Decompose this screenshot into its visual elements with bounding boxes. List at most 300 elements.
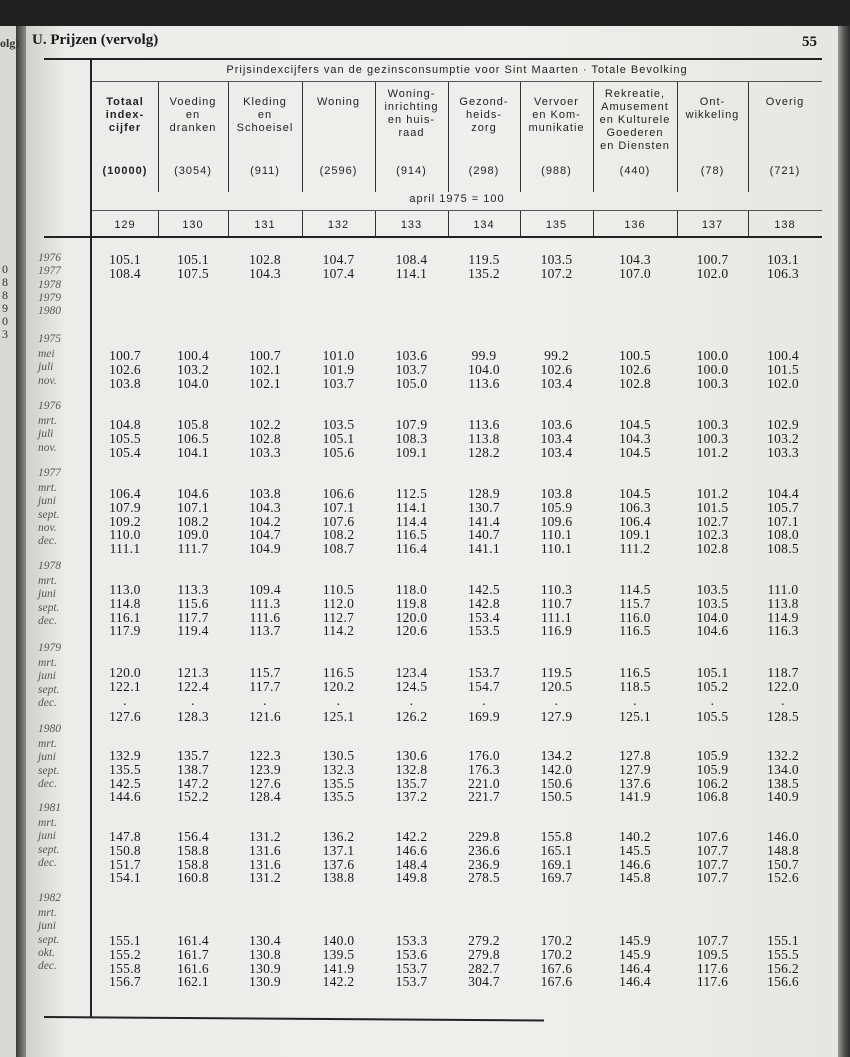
- table-cell: 119.5: [540, 665, 573, 680]
- table-cell: 141.9: [619, 789, 651, 805]
- table-cell: 113.8: [767, 595, 799, 611]
- table-cell: 110.5: [322, 582, 355, 597]
- table-cell: 110.3: [540, 582, 573, 597]
- table-cell: 113.8: [468, 430, 500, 446]
- table-cell: 112.5: [395, 486, 428, 501]
- column-weight: (721): [769, 165, 801, 177]
- table-cell: 131.6: [249, 856, 281, 872]
- table-cell: 102.8: [249, 430, 281, 446]
- table-cell: 102.1: [249, 375, 281, 391]
- table-cell: 120.0: [395, 609, 428, 625]
- table-cell: 116.1: [109, 609, 141, 625]
- table-cell: 100.0: [696, 348, 729, 363]
- table-cell: 102.1: [249, 361, 281, 377]
- column-header: Kleding en Schoeisel: [236, 96, 294, 134]
- left-page-edge: [0, 26, 16, 1057]
- year-label: 1975: [38, 333, 61, 345]
- table-cell: 131.6: [249, 842, 281, 858]
- table-cell: 116.5: [619, 623, 651, 639]
- table-cell: 127.6: [249, 775, 281, 791]
- table-cell: 115.7: [619, 595, 651, 611]
- table-cell: 107.1: [322, 499, 355, 515]
- table-cell: 167.6: [540, 974, 573, 990]
- table-cell: 118.5: [619, 678, 651, 694]
- table-cell: 123.4: [395, 665, 428, 680]
- table-cell: 103.5: [696, 582, 729, 597]
- table-cell: 134.2: [540, 748, 573, 763]
- table-cell: 127.6: [109, 709, 141, 725]
- column-weight: (440): [619, 165, 651, 177]
- table-cell: 105.4: [109, 444, 141, 460]
- table-cell: 121.3: [177, 665, 209, 680]
- table-cell: 106.3: [619, 499, 651, 515]
- period-label: mrt.: [38, 657, 57, 669]
- left-page-fragment: 8: [2, 288, 8, 302]
- table-cell: 117.6: [696, 960, 729, 976]
- table-cell: 107.5: [177, 265, 209, 281]
- table-cell: 138.5: [767, 775, 799, 791]
- table-cell: 111.0: [767, 582, 799, 597]
- column-header: Woning: [316, 96, 361, 108]
- table-cell: 114.1: [395, 265, 428, 281]
- table-cell: 128.3: [177, 709, 209, 725]
- table-cell: 103.2: [767, 430, 799, 446]
- table-cell: 162.1: [177, 974, 209, 990]
- table-cell: 130.9: [249, 974, 281, 990]
- code-row-top-rule: [92, 210, 822, 211]
- year-label: 1980: [38, 723, 61, 735]
- column-code: 135: [545, 219, 568, 231]
- table-cell: 104.0: [696, 609, 729, 625]
- table-cell: 106.4: [109, 486, 141, 501]
- top-rule: [44, 58, 822, 60]
- table-cell: 103.3: [767, 444, 799, 460]
- table-cell: 103.5: [540, 252, 573, 267]
- table-cell: .: [781, 692, 785, 708]
- table-cell: 117.7: [249, 678, 281, 694]
- table-cell: 137.6: [322, 856, 355, 872]
- table-cell: 119.5: [468, 252, 500, 267]
- table-cell: 135.7: [395, 775, 428, 791]
- table-cell: 144.6: [109, 789, 141, 805]
- table-cell: 102.8: [249, 252, 281, 267]
- table-cell: 104.2: [249, 513, 281, 529]
- table-cell: 118.7: [767, 665, 799, 680]
- table-cell: 148.4: [395, 856, 428, 872]
- table-cell: 100.7: [249, 348, 281, 363]
- table-cell: 140.7: [468, 527, 500, 543]
- table-cell: 128.2: [468, 444, 500, 460]
- table-cell: 125.1: [619, 709, 651, 725]
- table-cell: 108.0: [767, 527, 799, 543]
- table-cell: 105.7: [767, 499, 799, 515]
- period-label: 1979: [38, 291, 61, 304]
- table-cell: 107.4: [322, 265, 355, 281]
- period-label: sept.: [38, 683, 60, 696]
- period-label: juli: [38, 428, 54, 441]
- column-code: 131: [254, 219, 276, 231]
- table-cell: 153.3: [395, 933, 428, 948]
- table-cell: 102.7: [696, 513, 729, 529]
- table-cell: 106.2: [696, 775, 729, 791]
- year-label: 1982: [38, 892, 61, 904]
- table-cell: 147.2: [177, 775, 209, 791]
- table-cell: 165.1: [540, 842, 573, 858]
- period-label: sept.: [38, 933, 60, 946]
- table-cell: 100.7: [696, 252, 729, 267]
- table-cell: 140.9: [767, 789, 799, 805]
- base-note: april 1975 = 100: [409, 193, 505, 205]
- table-caption: Prijsindexcijfers van de gezinsconsumptie voor Sint Maarten · Totale Bevolking: [226, 64, 688, 76]
- table-cell: 153.7: [468, 665, 500, 680]
- table-cell: .: [409, 692, 414, 708]
- table-cell: 146.6: [619, 856, 651, 872]
- table-cell: 142.5: [109, 775, 141, 791]
- table-cell: 104.5: [619, 444, 651, 460]
- table-cell: 156.7: [109, 974, 141, 990]
- table-cell: 278.5: [468, 870, 500, 886]
- left-page-fragment: 8: [2, 275, 8, 289]
- table-cell: 142.5: [468, 582, 500, 597]
- table-cell: 111.3: [249, 595, 281, 611]
- table-cell: 117.7: [177, 609, 209, 625]
- table-cell: 155.1: [767, 933, 799, 948]
- table-cell: 147.8: [109, 829, 141, 844]
- table-cell: 107.1: [177, 499, 209, 515]
- table-cell: 236.6: [468, 842, 500, 858]
- table-cell: 115.6: [177, 595, 209, 611]
- period-label: 1977: [38, 265, 61, 278]
- table-cell: 169.9: [468, 709, 500, 725]
- table-cell: 146.0: [767, 829, 799, 844]
- column-weight: (3054): [174, 165, 212, 177]
- table-cell: 152.6: [767, 870, 799, 886]
- table-cell: 103.3: [249, 444, 281, 460]
- table-cell: 99.9: [471, 348, 497, 363]
- table-cell: 106.3: [767, 265, 799, 281]
- period-label: okt.: [38, 946, 55, 959]
- table-cell: 105.2: [696, 678, 729, 694]
- period-label: dec.: [38, 614, 57, 627]
- table-cell: 123.9: [249, 761, 281, 777]
- table-cell: 104.0: [468, 361, 500, 377]
- table-cell: 153.5: [468, 623, 500, 639]
- table-cell: .: [123, 692, 127, 708]
- table-cell: 127.9: [540, 709, 573, 725]
- period-label: nov.: [38, 374, 57, 387]
- table-cell: 107.0: [619, 265, 651, 281]
- year-label: 1981: [38, 802, 61, 814]
- table-cell: 102.8: [696, 541, 729, 557]
- table-cell: 104.7: [249, 527, 281, 543]
- table-cell: 111.7: [177, 541, 209, 557]
- table-cell: 155.1: [109, 933, 141, 948]
- table-cell: 161.6: [177, 960, 209, 976]
- period-label: juli: [38, 361, 54, 374]
- table-cell: 141.9: [322, 960, 355, 976]
- table-cell: 108.2: [177, 513, 209, 529]
- table-cell: 279.8: [468, 946, 500, 962]
- column-header: Woning- inrichting en huis- raad: [384, 88, 439, 139]
- column-weight: (298): [468, 165, 500, 177]
- table-cell: 111.6: [249, 609, 281, 625]
- column-header: Ont- wikkeling: [685, 96, 740, 121]
- table-cell: 139.5: [322, 946, 355, 962]
- period-label: sept.: [38, 601, 60, 614]
- table-cell: 146.4: [619, 974, 651, 990]
- section-title: U. Prijzen (vervolg): [32, 32, 159, 48]
- table-cell: 142.2: [322, 974, 355, 990]
- table-cell: 103.2: [177, 361, 209, 377]
- table-cell: 108.7: [322, 541, 355, 557]
- period-label: mrt.: [38, 738, 57, 750]
- period-label: 1978: [38, 278, 61, 291]
- table-cell: 105.5: [696, 709, 729, 725]
- table-cell: 146.6: [395, 842, 428, 858]
- table-cell: 107.7: [696, 842, 729, 858]
- left-page-fragment: olg): [0, 36, 20, 50]
- table-cell: 136.2: [322, 829, 355, 844]
- column-weight: (10000): [102, 165, 148, 177]
- table-cell: 125.1: [322, 709, 355, 725]
- table-cell: 135.7: [177, 748, 209, 763]
- table-cell: 118.0: [395, 582, 428, 597]
- table-cell: 103.4: [540, 375, 573, 391]
- table-cell: 154.7: [468, 678, 500, 694]
- table-cell: 116.3: [767, 623, 799, 639]
- table-cell: 109.0: [177, 527, 209, 543]
- column-header: Voeding en dranken: [169, 96, 217, 134]
- table-cell: 116.5: [619, 665, 651, 680]
- table-cell: 105.9: [696, 748, 729, 763]
- table-cell: 111.1: [109, 541, 141, 557]
- table-cell: 158.8: [177, 856, 209, 872]
- column-code: 134: [473, 219, 495, 231]
- period-label: dec.: [38, 856, 57, 869]
- period-label: mrt.: [38, 482, 57, 494]
- table-cell: 124.5: [395, 678, 428, 694]
- table-cell: 110.7: [540, 595, 573, 611]
- table-cell: 106.4: [619, 513, 651, 529]
- table-cell: 103.6: [395, 348, 428, 363]
- column-weight: (914): [396, 165, 427, 177]
- table-cell: 103.8: [109, 375, 141, 391]
- period-label: nov.: [38, 441, 57, 454]
- table-cell: 150.6: [540, 775, 573, 791]
- table-cell: 108.5: [767, 541, 799, 557]
- table-cell: 150.5: [540, 789, 573, 805]
- period-label: juni: [38, 670, 56, 683]
- table-cell: 107.2: [540, 265, 573, 281]
- table-cell: 117.6: [696, 974, 729, 990]
- table-cell: 105.1: [696, 665, 729, 680]
- table-cell: 140.0: [322, 933, 355, 948]
- table-cell: 141.4: [468, 513, 500, 529]
- period-label: juni: [38, 495, 56, 508]
- table-cell: 109.2: [109, 513, 141, 529]
- table-cell: 105.0: [395, 375, 428, 391]
- page-number: 55: [802, 34, 817, 50]
- table-cell: 107.1: [767, 513, 799, 529]
- right-page-edge: [838, 26, 850, 1057]
- table-cell: 153.7: [395, 960, 428, 976]
- table-cell: 109.1: [395, 444, 428, 460]
- table-cell: 107.7: [696, 870, 729, 886]
- table-cell: 113.3: [177, 582, 209, 597]
- table-cell: 100.3: [696, 375, 729, 391]
- table-cell: 304.7: [468, 974, 500, 990]
- table-cell: 108.2: [322, 527, 355, 543]
- table-cell: 102.2: [249, 417, 281, 432]
- table-cell: 107.9: [109, 499, 141, 515]
- table-cell: 102.0: [767, 375, 799, 391]
- left-page-fragment: 0: [2, 314, 8, 328]
- period-label: dec.: [38, 777, 57, 790]
- table-cell: 102.6: [540, 361, 573, 377]
- table-cell: 102.8: [619, 375, 651, 391]
- column-header: Gezond- heids- zorg: [459, 96, 509, 134]
- table-cell: 113.7: [249, 623, 281, 639]
- column-code: 130: [182, 219, 204, 231]
- table-cell: 104.6: [696, 623, 729, 639]
- table-cell: 169.1: [540, 856, 573, 872]
- table-cell: 137.2: [395, 789, 428, 805]
- table-cell: 130.6: [395, 748, 428, 763]
- table-cell: 155.8: [540, 829, 573, 844]
- table-cell: 153.4: [468, 609, 500, 625]
- table-cell: 116.0: [619, 609, 651, 625]
- table-cell: 155.5: [767, 946, 799, 962]
- table-cell: 105.1: [177, 252, 209, 267]
- table-cell: 161.7: [177, 946, 209, 962]
- table-cell: 105.1: [109, 252, 141, 267]
- table-cell: 160.8: [177, 870, 209, 886]
- table-cell: 122.0: [767, 678, 799, 694]
- table-cell: 169.7: [540, 870, 573, 886]
- table-cell: 108.4: [395, 252, 428, 267]
- period-label: dec.: [38, 696, 57, 709]
- table-cell: 106.5: [177, 430, 209, 446]
- table-cell: 236.9: [468, 856, 500, 872]
- table-cell: 120.0: [109, 665, 141, 680]
- table-cell: 135.5: [322, 775, 355, 791]
- table-cell: 104.9: [249, 541, 281, 557]
- table-cell: 104.4: [767, 486, 799, 501]
- column-code: 133: [400, 219, 423, 231]
- year-label: 1979: [38, 642, 61, 654]
- table-cell: 138.8: [322, 870, 355, 886]
- left-page-fragment: 9: [2, 301, 8, 315]
- table-cell: 105.9: [696, 761, 729, 777]
- table-cell: 114.2: [322, 623, 355, 639]
- table-cell: 116.5: [395, 527, 428, 543]
- table-cell: 112.7: [322, 609, 355, 625]
- table-cell: 170.2: [540, 946, 573, 962]
- table-cell: 105.8: [177, 417, 209, 432]
- table-cell: 103.6: [540, 417, 573, 432]
- table-cell: 134.0: [767, 761, 799, 777]
- table-cell: 110.0: [109, 527, 141, 543]
- table-cell: 148.8: [767, 842, 799, 858]
- table-cell: 103.7: [395, 361, 428, 377]
- table-cell: 105.6: [322, 444, 355, 460]
- table-cell: .: [554, 692, 559, 708]
- period-label: 1976: [38, 252, 61, 264]
- table-cell: 132.9: [109, 748, 141, 763]
- table-cell: 108.4: [109, 265, 141, 281]
- caption-rule: [92, 81, 822, 82]
- table-cell: 137.6: [619, 775, 651, 791]
- table-cell: 102.3: [696, 527, 729, 543]
- table-cell: 119.8: [395, 595, 428, 611]
- table-cell: 103.5: [322, 417, 355, 432]
- table-cell: 145.9: [619, 933, 651, 948]
- table-cell: 138.7: [177, 761, 209, 777]
- table-cell: 132.2: [767, 748, 799, 763]
- table-cell: .: [263, 692, 267, 708]
- table-cell: 100.7: [109, 348, 141, 363]
- table-cell: 105.1: [322, 430, 355, 446]
- table-cell: 107.7: [696, 933, 729, 948]
- table-cell: 128.5: [767, 709, 799, 725]
- table-cell: 104.6: [177, 486, 209, 501]
- table-cell: 101.2: [696, 444, 729, 460]
- table-cell: 116.9: [540, 623, 573, 639]
- left-page-fragment: 0: [2, 262, 8, 276]
- table-cell: 110.1: [540, 541, 573, 557]
- table-cell: 104.3: [619, 430, 651, 446]
- table-cell: 121.6: [249, 709, 281, 725]
- table-cell: 117.9: [109, 623, 141, 639]
- column-code: 132: [327, 219, 350, 231]
- table-cell: 130.9: [249, 960, 281, 976]
- table-cell: 115.7: [249, 665, 281, 680]
- table-cell: 154.1: [109, 870, 141, 886]
- period-label: 1980: [38, 305, 61, 318]
- scanner-top-border: [0, 0, 850, 26]
- table-cell: 130.7: [468, 499, 500, 515]
- table-cell: .: [633, 692, 637, 708]
- table-cell: 135.2: [468, 265, 500, 281]
- table-cell: 103.8: [249, 486, 281, 501]
- left-page-fragment: 3: [2, 327, 8, 341]
- table-cell: 170.2: [540, 933, 573, 948]
- table-cell: 120.6: [395, 623, 428, 639]
- table-cell: 114.9: [767, 609, 799, 625]
- table-cell: 131.2: [249, 870, 281, 886]
- table-cell: 153.6: [395, 946, 428, 962]
- table-cell: 155.2: [109, 946, 141, 962]
- table-cell: 102.9: [767, 417, 799, 432]
- table-cell: 102.0: [696, 265, 729, 281]
- table-cell: 128.9: [468, 486, 500, 501]
- table-cell: 114.4: [395, 513, 428, 529]
- table-cell: .: [191, 692, 195, 708]
- table-cell: 111.1: [541, 609, 572, 625]
- table-cell: 155.8: [109, 960, 141, 976]
- table-cell: 106.8: [696, 789, 729, 805]
- period-label: dec.: [38, 960, 57, 973]
- book-gutter: [16, 26, 26, 1057]
- table-cell: .: [482, 692, 486, 708]
- table-cell: 102.6: [109, 361, 141, 377]
- table-cell: 146.4: [619, 960, 651, 976]
- table-cell: 126.2: [395, 709, 428, 725]
- table-cell: 135.5: [109, 761, 141, 777]
- table-cell: 101.2: [696, 486, 729, 501]
- column-header: Totaal index- cijfer: [105, 96, 145, 134]
- table-cell: 116.5: [322, 665, 355, 680]
